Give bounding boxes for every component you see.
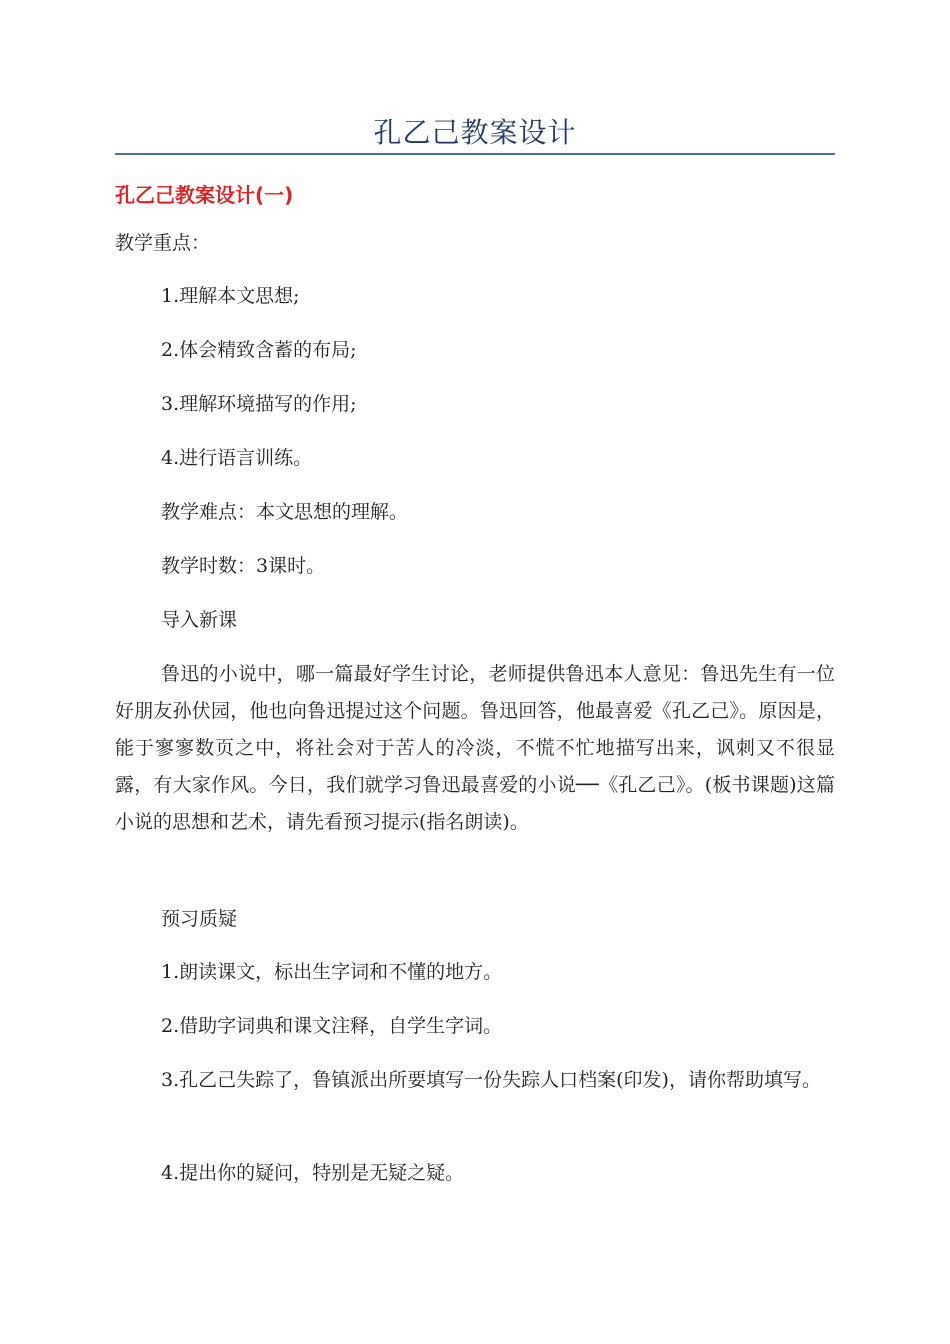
teaching-hours: 教学时数：3课时。 xyxy=(161,555,326,577)
preview-item-4: 4.提出你的疑问，特别是无疑之疑。 xyxy=(161,1162,465,1184)
focus-item-1: 1.理解本文思想; xyxy=(161,285,300,307)
teaching-difficulty: 教学难点：本文思想的理解。 xyxy=(161,501,409,523)
focus-item-3: 3.理解环境描写的作用; xyxy=(161,393,357,415)
focus-item-4: 4.进行语言训练。 xyxy=(161,447,313,469)
focus-item-2: 2.体会精致含蓄的布局; xyxy=(161,339,357,361)
preview-item-3: 3.孔乙己失踪了，鲁镇派出所要填写一份失踪人口档案(印发)，请你帮助填写。 xyxy=(161,1069,821,1091)
preview-heading: 预习质疑 xyxy=(161,908,238,930)
document-title: 孔乙己教案设计 xyxy=(373,116,577,149)
teaching-focus-label: 教学重点： xyxy=(115,232,211,254)
intro-heading: 导入新课 xyxy=(161,609,238,631)
title-underline xyxy=(115,153,835,155)
preview-item-1: 1.朗读课文，标出生字词和不懂的地方。 xyxy=(161,961,503,983)
preview-item-2: 2.借助字词典和课文注释，自学生字词。 xyxy=(161,1015,503,1037)
intro-paragraph: 鲁迅的小说中，哪一篇最好学生讨论，老师提供鲁迅本人意见：鲁迅先生有一位好朋友孙伏园，他也向鲁迅提过这个问题。鲁迅回答，他最喜爱《孔乙己》。原因是，能于寥寥数页之中，将社会对于苦人的冷淡，不慌不忙地描写出来，讽刺又不很显露，有大家作风。今日，我们就学习鲁迅最喜爱的小说──《孔乙己》。(板书课题)这篇小说的思想和艺术，请先看预习提示(指名朗读)。 xyxy=(115,663,835,833)
section-heading: 孔乙己教案设计(一) xyxy=(115,183,294,207)
